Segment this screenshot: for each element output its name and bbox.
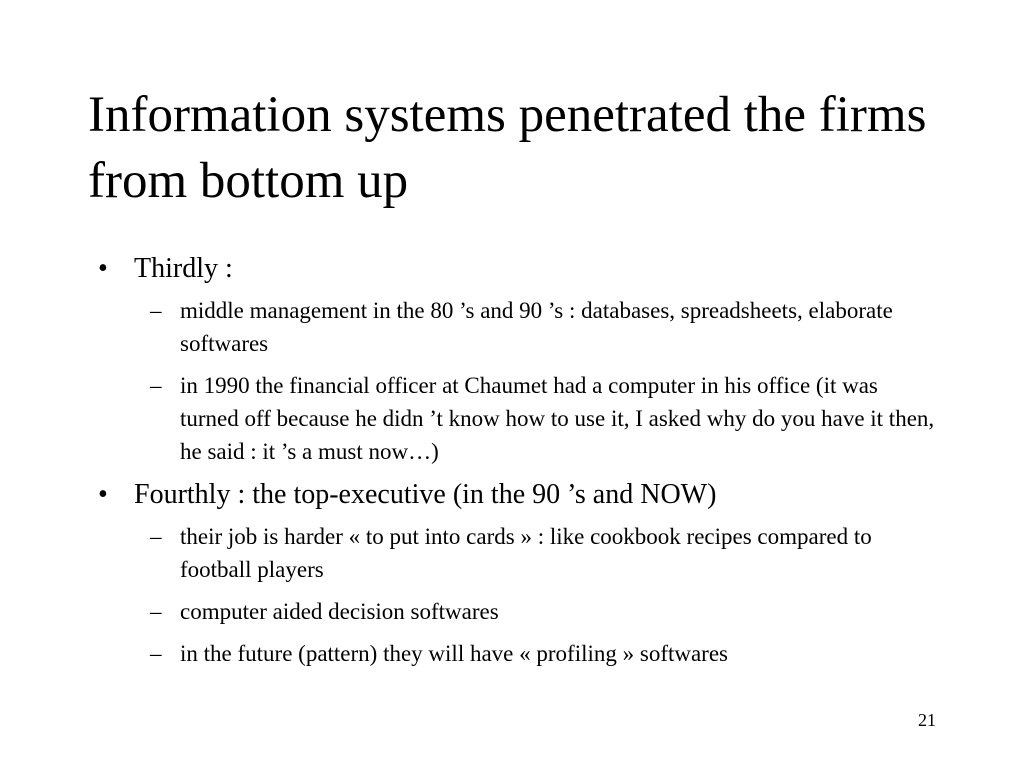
subbullet-item xyxy=(140,595,936,628)
dash-icon: – xyxy=(150,524,162,549)
dash-icon: – xyxy=(150,641,162,666)
subbullet-text: computer aided decision softwares xyxy=(180,599,499,624)
bullet-text: Thirdly : xyxy=(134,253,233,284)
slide-number: 21 xyxy=(918,710,936,730)
subbullet-text: in 1990 the financial officer at Chaumet had a computer in his office (it was turned off because he didn ’t know how to use it, I asked why do you have it then, he said : it ’s a must now…) xyxy=(180,373,935,464)
slide-title: Information systems penetrated the firms from bottom up xyxy=(88,87,927,209)
bullet-icon: • xyxy=(98,253,108,284)
subbullet-item xyxy=(140,637,936,670)
dash-icon: – xyxy=(150,298,162,323)
bullet-text: Fourthly : the top-executive (in the 90 ’s and NOW) xyxy=(134,479,717,510)
subbullet-item xyxy=(140,294,936,360)
subbullet-text: in the future (pattern) they will have « profiling » softwares xyxy=(180,641,729,666)
bullet-item-thirdly xyxy=(96,252,936,468)
subbullet-list xyxy=(134,520,936,670)
slide-content xyxy=(96,252,936,680)
subbullet-text: their job is harder « to put into cards » : like cookbook recipes compared to football players xyxy=(180,524,872,582)
subbullet-item xyxy=(140,520,936,586)
dash-icon: – xyxy=(150,599,162,624)
bullet-item-fourthly xyxy=(96,478,936,670)
dash-icon: – xyxy=(150,373,162,398)
subbullet-item xyxy=(140,369,936,468)
subbullet-text: middle management in the 80 ’s and 90 ’s : databases, spreadsheets, elaborate softwares xyxy=(180,298,893,356)
bullet-icon: • xyxy=(98,479,108,510)
subbullet-list xyxy=(134,294,936,468)
